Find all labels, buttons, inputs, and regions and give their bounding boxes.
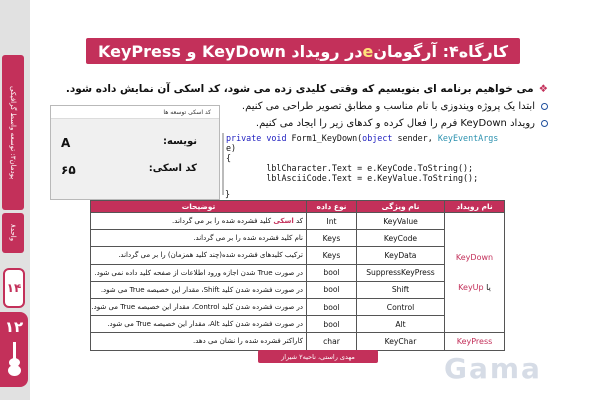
property-type: bool (307, 316, 357, 333)
event-or-label: یا (486, 283, 491, 293)
table-row (91, 247, 505, 264)
property-name: KeyValue (357, 213, 445, 230)
ascii-label: کد اسکی: (148, 163, 197, 174)
code-line: lblAsciiCode.Text = e.KeyValue.ToString(); (226, 173, 479, 183)
char-value: A (61, 136, 71, 150)
table-row (91, 281, 505, 298)
circle-bullet-icon (541, 120, 548, 127)
property-name: KeyData (357, 247, 445, 264)
property-name: Alt (357, 316, 445, 333)
header-event: نام رویداد (445, 201, 505, 213)
property-name: Shift (357, 281, 445, 298)
form-window-preview (50, 105, 220, 200)
title-accent: e (362, 41, 374, 61)
bullet-text: رویداد KeyDown فرم را فعال کرده و کدهای زیر را ایجاد می کنیم. (255, 118, 535, 129)
code-keyword: object (362, 133, 393, 143)
table-row (91, 316, 505, 333)
properties-table (90, 200, 505, 351)
description-text: کلید فشرده شده را بر می گرداند. (172, 217, 274, 226)
sidebar (0, 0, 30, 400)
description-text: کد (293, 217, 303, 226)
property-name: Control (357, 298, 445, 315)
title-prefix: کارگاه۴: آرگومان (373, 41, 509, 61)
keypress-event-cell: KeyPress (445, 333, 505, 350)
star-bullet-icon: ❖ (538, 83, 548, 95)
circle-bullet-icon (541, 103, 548, 110)
char-row (51, 136, 219, 152)
keydown-keyup-event-cell (445, 213, 505, 333)
title-suffix: در رویداد KeyDown و KeyPress (98, 41, 363, 61)
code-keyword: private (226, 133, 262, 143)
page-number: ۱۲ (4, 318, 24, 336)
property-description: ترکیب کلیدهای فشرده شده(چند کلید همزمان) را بر می گرداند. (91, 247, 307, 264)
table-row (91, 333, 505, 350)
property-description (91, 213, 307, 230)
code-block (222, 133, 516, 195)
description-highlight: اسکی (273, 217, 294, 226)
table-row (91, 213, 505, 230)
table-row (91, 264, 505, 281)
unit-label: واحد۸ (9, 224, 17, 242)
property-type: bool (307, 264, 357, 281)
keydown-event-label: KeyDown (455, 253, 494, 263)
property-type: bool (307, 281, 357, 298)
ascii-value: ۶۵ (61, 163, 76, 177)
char-label: نویسه: (162, 136, 197, 147)
page-title (86, 38, 520, 64)
code-line: lblCharacter.Text = e.KeyCode.ToString(); (226, 163, 474, 173)
property-description: نام کلید فشرده شده را بر می گرداند. (91, 230, 307, 247)
property-type: char (307, 333, 357, 350)
lesson-number: ۱۴ (3, 268, 25, 308)
code-line: e) (226, 143, 237, 153)
property-type: Keys (307, 247, 357, 264)
code-keyword: void (266, 133, 287, 143)
property-description: در صورت True شدن اجازه ورود اطلاعات از صفحه کلید داده نمی شود. (91, 264, 307, 281)
header-description: توضیحات (91, 201, 307, 213)
code-closing-brace: } (225, 189, 231, 199)
author-footer: مهدی راستی، ناحیه۲ شیراز (258, 350, 378, 363)
property-type: Keys (307, 230, 357, 247)
chapter-label: پودمان۳: توسعه واسط گرافیکی (9, 85, 17, 180)
property-name: KeyChar (357, 333, 445, 350)
property-description: در صورت فشرده شدن کلید Shift، مقدار این خصیصه True می شود. (91, 281, 307, 298)
code-line: { (226, 153, 232, 163)
property-name: SuppressKeyPress (357, 264, 445, 281)
guitar-icon (9, 342, 19, 376)
table-row (91, 298, 505, 315)
property-description: کاراکتر فشرده شده را نشان می دهد. (91, 333, 307, 350)
bullet-item (188, 101, 548, 112)
property-type: bool (307, 298, 357, 315)
bullet-item (188, 118, 548, 129)
table-header-row (91, 201, 505, 213)
header-property: نام ویژگی (357, 201, 445, 213)
property-description: در صورت فشرده شدن کلید Alt، مقدار این خصیصه True می شود. (91, 316, 307, 333)
lead-text (28, 83, 548, 95)
form-window-title: کد اسکی توسعه ها (51, 106, 219, 119)
watermark-logo: Gama (444, 352, 542, 385)
ascii-row (51, 163, 219, 179)
bullet-text: ابتدا یک پروژه ویندوزی با نام مناسب و مطابق تصویر طراحی می کنیم. (241, 101, 535, 112)
lead-text-content: می خواهیم برنامه ای بنویسیم که وقتی کلیدی زده می شود، کد اسکی آن نمایش داده شود. (65, 83, 534, 95)
header-type: نوع داده (307, 201, 357, 213)
property-name: KeyCode (357, 230, 445, 247)
table-row (91, 230, 505, 247)
chapter-strip (2, 55, 24, 210)
unit-strip (2, 213, 24, 253)
property-type: Int (307, 213, 357, 230)
code-params: sender, (392, 133, 438, 143)
keyup-event-label: KeyUp (458, 283, 484, 293)
code-method-name: Form1_KeyDown( (286, 133, 363, 143)
code-type: KeyEventArgs (437, 133, 499, 143)
property-description: در صورت فشرده شدن کلید Control، مقدار این خصیصه True می شود. (91, 298, 307, 315)
page-badge (0, 312, 28, 387)
